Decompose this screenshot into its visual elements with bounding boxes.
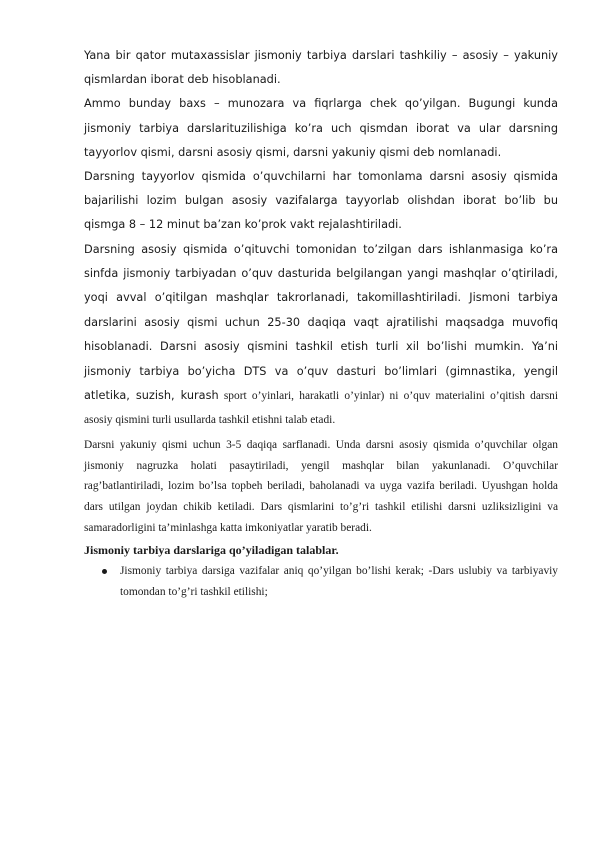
document-page [84, 44, 558, 602]
paragraph-2: Ammo bunday baxs – munozara va fiqrlarga chek qo’yilgan. Bugungi kunda jismoniy tarbiya darslarituzilishiga ko’ra uch qismdan iborat va ular darsning tayyorlov qismi, darsni asosiy qismi, darsni yakuniy qismi deb nomlanadi. [84, 97, 558, 159]
list-item-text: Jismoniy tarbiya darsiga vazifalar aniq qo’yilgan bo’lishi kerak; -Dars uslubiy va tarbiyaviy tomondan to’g’ri tashkil etilishi; [120, 564, 558, 598]
paragraph-5: Darsni yakuniy qismi uchun 3-5 daqiqa sarflanadi. Unda darsni asosiy qismida o’quvchilar olgan jismoniy nagruzka holati pasaytiriladi, yengil mashqlar bilan yakunlanadi. O’quvchilar rag’batlantiriladi, lozim bo’lsa topbeh beriladi, baholanadi va uyga vazifa beriladi. Uyushgan holda dars utilgan joydan chikib ketiladi. Dars qismlarini to’g’ri tashkil etilishi darsni uzliksizligini va samaradorligini ta’minlashga katta imkoniyatlar yaratib beradi. [84, 438, 558, 535]
section-heading: Jismoniy tarbiya darslariga qo’yiladigan talablar. [84, 542, 339, 557]
paragraph-1: Yana bir qator mutaxassislar jismoniy tarbiya darslari tashkiliy – asosiy – yakuniy qismlardan iborat deb hisoblanadi. [84, 49, 558, 87]
paragraph-3: Darsning tayyorlov qismida o’quvchilarni har tomonlama darsni asosiy qismida bajarilishi lozim bulgan asosiy vazifalarga tayyorlab olishdan iborat bo’lib bu qismga 8 – 12 minut ba’zan ko’prok vakt rejalashtiriladi. [84, 170, 558, 232]
list-item [84, 561, 558, 603]
bullet-icon [102, 569, 107, 574]
paragraph-4 [84, 238, 558, 433]
paragraph-4-sans-text: Darsning asosiy qismida o’qituvchi tomonidan to’zilgan dars ishlanmasiga ko’ra sinfda jismoniy tarbiyadan o’quv dasturida belgilangan yangi mashqlar o’qtiriladi, yoqi avval o’qitilgan mashqlar takrorlanadi, takomillashtiriladi. Jismoni tarbiya darslarini asosiy qismi uchun 25-30 daqiqa vaqt ajratilishi maqsadga muvofiq hisoblanadi. Darsni asosiy qismini tashkil etish turli xil bo’lishi mumkin. Ya’ni jismoniy tarbiya bo’yicha DTS va o’quv dasturi bo’limlari (gimnastika, yengil atletika, suzish, kurash [84, 242, 558, 403]
requirements-list [84, 561, 558, 603]
paragraph-4-serif-text: sport o’yinlari, harakatli o’yinlar) ni o’quv materialini o’qitish darsni asosiy qismini turli usullarda tashkil etishni talab etadi. [84, 390, 558, 427]
